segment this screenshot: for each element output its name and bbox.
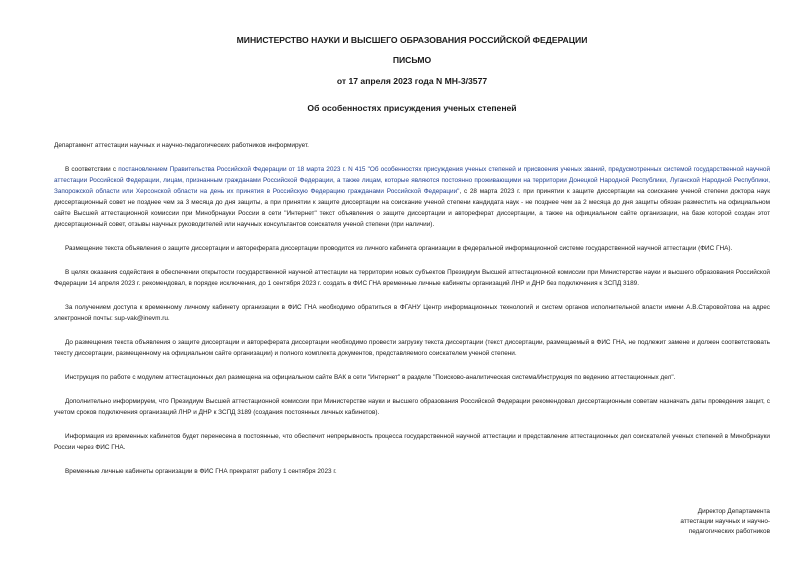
document-subject: Об особенностях присуждения ученых степеней (307, 103, 517, 113)
document-date: от 17 апреля 2023 года N МН-3/3577 (336, 76, 488, 86)
document-page (54, 0, 770, 571)
signature-line-2: аттестации научных и научно- (680, 518, 770, 525)
paragraph-3: В целях оказания содействия в обеспечении открытости государственной научной аттестации на территории новых субъектов Президиум Высшей аттестационной комиссии при Министерстве науки и высшего образования Российской Федерации 14 апреля 2023 г. рекомендовал, в порядке исключения, до 1 сентября 2023 г. создать в ФИС ГНА временные личные кабинеты организаций ЛНР и ДНР без подключения к ЗСПД 3189. (54, 269, 770, 287)
paragraph-1-rest: , с 28 марта 2023 г. при принятии к защите диссертации на соискание ученой степени доктора наук диссертационный совет не позднее чем за 3 месяца до дня защиты, а при принятии к защите диссертации на соискание ученой степени кандидата наук - не позднее чем за 2 месяца до дня защиты обязан разместить на официальном сайте Высшей аттестационной комиссии при Минобрнауки России в сети "Интернет" текст объявления о защите диссертации и автореферат диссертации, а также на официальном сайте организации, на базе которой создан этот диссертационный совет, отзывы научных руководителей или научных консультантов соискателя ученой степени (при наличии). (54, 188, 770, 228)
paragraph-1-lead: В соответствии с (65, 166, 119, 173)
paragraph-8: Информация из временных кабинетов будет перенесена в постоянные, что обеспечит непрерывность процесса государственной научной аттестации и представление аттестационных дел соискателей ученых степеней в Минобрнауки России через ФИС ГНА. (54, 433, 770, 451)
intro-paragraph: Департамент аттестации научных и научно-педагогических работников информирует. (54, 142, 309, 149)
document-type: ПИСЬМО (392, 55, 432, 65)
paragraph-7: Дополнительно информируем, что Президиум Высшей аттестационной комиссии при Министерстве науки и высшего образования Российской Федерации рекомендовал диссертационным советам назначать даты проведения защит, с учетом сроков подключения организаций ЛНР и ДНР к ЗСПД 3189 (создания постоянных личных кабинетов). (54, 398, 770, 416)
decree-link[interactable]: постановлением Правительства Российской Федерации от 18 марта 2023 г. N 415 "Об особенностях присуждения ученых степеней и присвоения ученых званий, предусмотренных системой государственной научной аттестации Российской Федерации, лицам, признанным гражданами Российской Федерации, а также лицам, которые являются постоянно проживающими на территории Донецкой Народной Республики, Луганской Народной Республики, Запорожской области или Херсонской области на день их принятия в Российскую Федерацию гражданами Российской Федерации" (54, 166, 771, 195)
signature-line-3: педагогических работников (688, 528, 770, 535)
paragraph-9: Временные личные кабинеты организации в ФИС ГНА прекратят работу 1 сентября 2023 г. (65, 468, 337, 475)
ministry-name: МИНИСТЕРСТВО НАУКИ И ВЫСШЕГО ОБРАЗОВАНИЯ РОССИЙСКОЙ ФЕДЕРАЦИИ (236, 35, 588, 45)
paragraph-5: До размещения текста объявления о защите диссертации и автореферата диссертации необходимо провести загрузку текста диссертации (текст диссертации, размещаемый в ФИС ГНА, не подлежит замене и должен соответствовать тексту диссертации, размещенному на официальном сайте организации) и полного комплекта документов, представляемого соискателем ученой степени. (54, 339, 770, 357)
signature-block (590, 507, 770, 537)
paragraph-6: Инструкция по работе с модулем аттестационных дел размещена на официальном сайте ВАК в сети "Интернет" в разделе "Поисково-аналитическая система/Инструкция по ведению аттестационных дел". (65, 374, 676, 381)
paragraph-1 (54, 164, 770, 230)
paragraph-4: За получением доступа к временному личному кабинету организации в ФИС ГНА необходимо обратиться в ФГАНУ Центр информационных технологий и систем органов исполнительной власти имени А.В.Старовойтова на адрес электронной почты: sup-vak@inevm.ru. (54, 304, 770, 322)
paragraph-2: Размещение текста объявления о защите диссертации и автореферата диссертации проводится из личного кабинета организации в федеральной информационной системе государственной научной аттестации (ФИС ГНА). (65, 245, 733, 252)
signature-line-1: Директор Департамента (697, 508, 770, 515)
